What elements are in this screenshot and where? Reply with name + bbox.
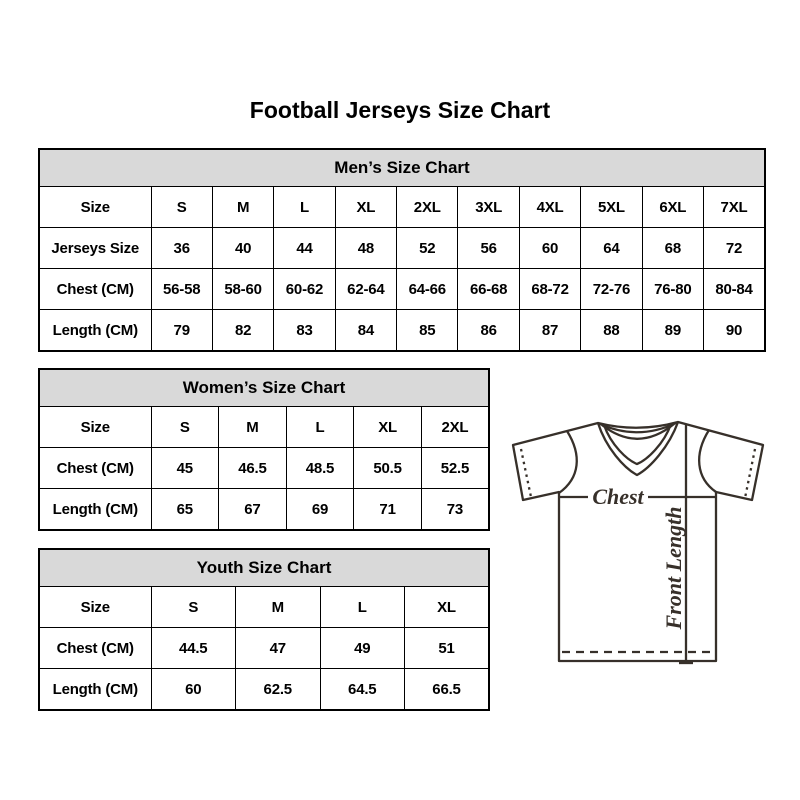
mens-cell-r3-c7: 87 <box>519 310 580 352</box>
youth-cell-r0-c4: XL <box>405 587 490 628</box>
mens-cell-r1-c8: 64 <box>581 228 642 269</box>
womens-cell-r2-c3: 69 <box>286 489 354 531</box>
table-row <box>39 187 765 228</box>
womens-cell-r2-c4: 71 <box>354 489 422 531</box>
mens-table-title: Men’s Size Chart <box>39 149 765 187</box>
youth-size-chart <box>38 548 490 711</box>
womens-size-chart-table <box>38 368 490 531</box>
mens-cell-r3-c1: 79 <box>151 310 212 352</box>
mens-cell-r1-c10: 72 <box>704 228 765 269</box>
womens-cell-r2-c1: 65 <box>151 489 219 531</box>
mens-cell-r1-c9: 68 <box>642 228 703 269</box>
mens-cell-r2-c2: 58-60 <box>212 269 273 310</box>
mens-cell-r3-c2: 82 <box>212 310 273 352</box>
mens-cell-r2-c3: 60-62 <box>274 269 335 310</box>
youth-cell-r0-c3: L <box>320 587 405 628</box>
youth-cell-r0-c2: M <box>236 587 321 628</box>
youth-cell-r0-c1: S <box>151 587 236 628</box>
mens-cell-r3-c4: 84 <box>335 310 396 352</box>
youth-cell-r2-c0: Length (CM) <box>39 669 151 711</box>
mens-cell-r1-c1: 36 <box>151 228 212 269</box>
mens-cell-r2-c9: 76-80 <box>642 269 703 310</box>
mens-cell-r0-c7: 4XL <box>519 187 580 228</box>
mens-cell-r0-c3: L <box>274 187 335 228</box>
mens-size-chart <box>38 148 766 352</box>
mens-cell-r0-c2: M <box>212 187 273 228</box>
table-row <box>39 228 765 269</box>
youth-cell-r1-c2: 47 <box>236 628 321 669</box>
mens-cell-r2-c8: 72-76 <box>581 269 642 310</box>
mens-cell-r0-c9: 6XL <box>642 187 703 228</box>
mens-cell-r1-c4: 48 <box>335 228 396 269</box>
youth-cell-r0-c0: Size <box>39 587 151 628</box>
mens-cell-r1-c6: 56 <box>458 228 519 269</box>
mens-cell-r3-c3: 83 <box>274 310 335 352</box>
table-row <box>39 310 765 352</box>
mens-cell-r0-c0: Size <box>39 187 151 228</box>
page-title: Football Jerseys Size Chart <box>249 97 551 123</box>
youth-size-chart-table <box>38 548 490 711</box>
womens-cell-r0-c0: Size <box>39 407 151 448</box>
womens-cell-r1-c4: 50.5 <box>354 448 422 489</box>
mens-cell-r0-c8: 5XL <box>581 187 642 228</box>
mens-cell-r2-c4: 62-64 <box>335 269 396 310</box>
youth-cell-r2-c1: 60 <box>151 669 236 711</box>
table-row <box>39 269 765 310</box>
table-row <box>39 489 489 531</box>
womens-cell-r2-c2: 67 <box>219 489 287 531</box>
table-row <box>39 628 489 669</box>
chest-label: Chest <box>592 484 644 509</box>
mens-cell-r3-c0: Length (CM) <box>39 310 151 352</box>
womens-cell-r0-c2: M <box>219 407 287 448</box>
womens-cell-r1-c5: 52.5 <box>421 448 489 489</box>
youth-cell-r2-c2: 62.5 <box>236 669 321 711</box>
mens-cell-r3-c6: 86 <box>458 310 519 352</box>
mens-cell-r2-c5: 64-66 <box>397 269 458 310</box>
womens-cell-r0-c3: L <box>286 407 354 448</box>
womens-cell-r1-c3: 48.5 <box>286 448 354 489</box>
youth-table-title: Youth Size Chart <box>39 549 489 587</box>
mens-cell-r2-c7: 68-72 <box>519 269 580 310</box>
womens-cell-r2-c5: 73 <box>421 489 489 531</box>
table-row <box>39 587 489 628</box>
mens-cell-r2-c0: Chest (CM) <box>39 269 151 310</box>
womens-table-title: Women’s Size Chart <box>39 369 489 407</box>
womens-size-chart <box>38 368 490 531</box>
mens-cell-r0-c1: S <box>151 187 212 228</box>
youth-cell-r2-c4: 66.5 <box>405 669 490 711</box>
table-row <box>39 448 489 489</box>
mens-cell-r0-c6: 3XL <box>458 187 519 228</box>
mens-size-chart-table <box>38 148 766 352</box>
mens-cell-r1-c7: 60 <box>519 228 580 269</box>
youth-cell-r1-c3: 49 <box>320 628 405 669</box>
front-length-label: Front Length <box>661 506 686 630</box>
mens-cell-r0-c10: 7XL <box>704 187 765 228</box>
youth-cell-r1-c0: Chest (CM) <box>39 628 151 669</box>
womens-cell-r1-c1: 45 <box>151 448 219 489</box>
youth-cell-r1-c1: 44.5 <box>151 628 236 669</box>
womens-cell-r1-c2: 46.5 <box>219 448 287 489</box>
womens-cell-r0-c5: 2XL <box>421 407 489 448</box>
mens-cell-r1-c0: Jerseys Size <box>39 228 151 269</box>
table-row <box>39 669 489 711</box>
mens-cell-r0-c5: 2XL <box>397 187 458 228</box>
mens-cell-r1-c5: 52 <box>397 228 458 269</box>
mens-cell-r1-c3: 44 <box>274 228 335 269</box>
table-row <box>39 407 489 448</box>
mens-cell-r3-c9: 89 <box>642 310 703 352</box>
womens-cell-r1-c0: Chest (CM) <box>39 448 151 489</box>
youth-cell-r2-c3: 64.5 <box>320 669 405 711</box>
mens-cell-r2-c10: 80-84 <box>704 269 765 310</box>
mens-cell-r3-c5: 85 <box>397 310 458 352</box>
womens-cell-r0-c1: S <box>151 407 219 448</box>
mens-cell-r3-c10: 90 <box>704 310 765 352</box>
mens-cell-r0-c4: XL <box>335 187 396 228</box>
jersey-outline <box>513 422 763 661</box>
womens-cell-r0-c4: XL <box>354 407 422 448</box>
mens-cell-r2-c1: 56-58 <box>151 269 212 310</box>
mens-cell-r3-c8: 88 <box>581 310 642 352</box>
mens-cell-r2-c6: 66-68 <box>458 269 519 310</box>
youth-cell-r1-c4: 51 <box>405 628 490 669</box>
womens-cell-r2-c0: Length (CM) <box>39 489 151 531</box>
jersey-measurement-diagram <box>500 400 778 685</box>
mens-cell-r1-c2: 40 <box>212 228 273 269</box>
